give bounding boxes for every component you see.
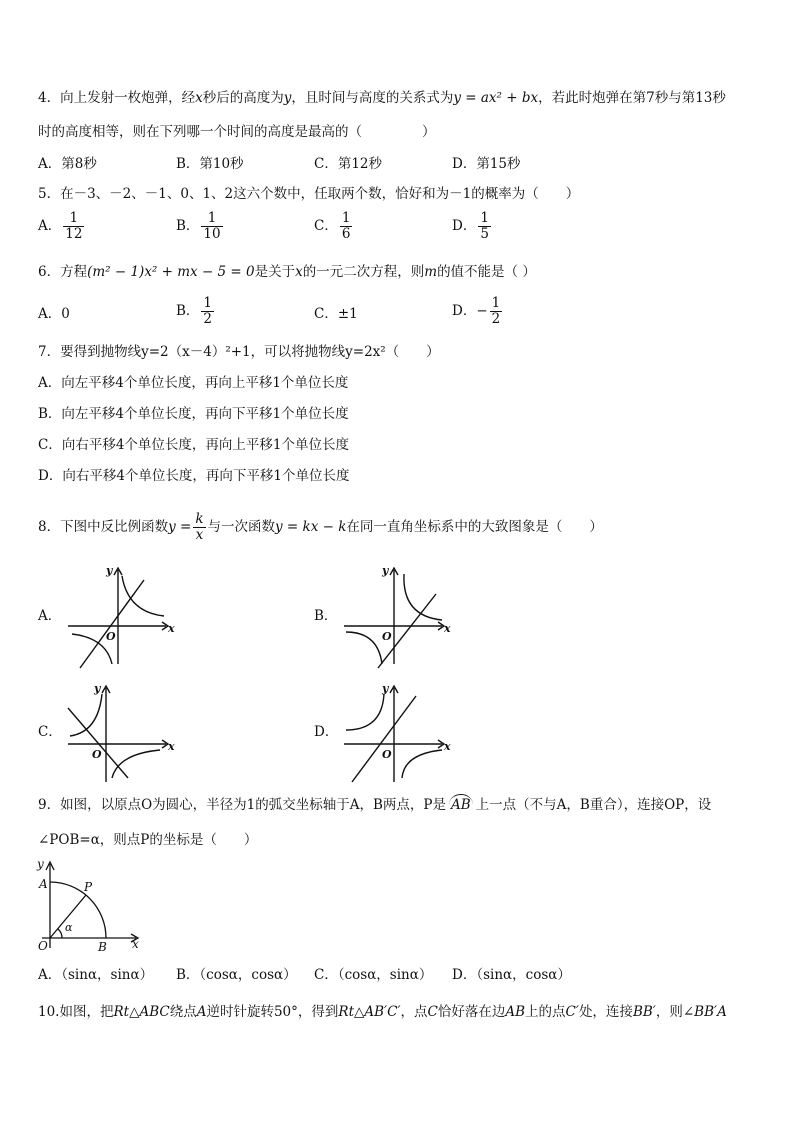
q8-graph-c[interactable] [62, 678, 182, 788]
x-axis-label: x [168, 740, 175, 753]
q9-line1: 9．如图，以原点O为圆心，半径为1的弧交坐标轴于A，B两点，P是 AB 上一点（不与A，B重合），连接OP，设 [38, 794, 711, 815]
fraction: $\frac{1}{12}$ [65, 210, 83, 242]
q9-line2: ∠POB=α，则点P的坐标是（ ） [38, 832, 258, 848]
q4-option-d[interactable]: D．第15秒 [452, 156, 521, 172]
q8-stem: 8．下图中反比例函数y = $\frac{k}{x}$ 与一次函数y = kx − k在同一直角坐标系中的大致图象是（ ） [38, 511, 603, 543]
fraction: $\frac{1}{2}$ [203, 295, 213, 327]
fraction: $\frac{k}{x}$ [195, 511, 204, 543]
hyperbola-branch-q2 [346, 694, 384, 730]
y-axis-label: y [94, 682, 101, 695]
origin-label: O [92, 748, 102, 761]
q8-option-c-label[interactable]: C． [38, 724, 62, 740]
point-a-label: A [39, 877, 48, 891]
q6-stem: 6．方程(m² − 1)x² + mx − 5 = 0是关于x的一元二次方程，则m的值不能是（ ） [38, 264, 536, 280]
q8-graph-b[interactable] [338, 560, 458, 670]
q9-figure [36, 854, 146, 952]
y-axis-label: y [382, 682, 389, 695]
point-p-label: P [84, 880, 93, 894]
q5-option-b[interactable]: B． $\frac{1}{10}$ [176, 210, 221, 242]
q4-line2: 时的高度相等，则在下列哪一个时间的高度是最高的（ ） [38, 124, 436, 140]
hyperbola-branch-q4 [112, 750, 160, 778]
q4-option-a[interactable]: A．第8秒 [38, 156, 97, 172]
fraction: $\frac{1}{10}$ [203, 210, 221, 242]
q8-option-b-label[interactable]: B． [314, 608, 338, 624]
q7-option-b[interactable]: B．向左平移4个单位长度，再向下平移1个单位长度 [38, 406, 349, 422]
q8-option-a-label[interactable]: A． [38, 608, 62, 624]
origin-label: O [38, 939, 48, 952]
angle-alpha-arc [58, 929, 62, 938]
q7-option-a[interactable]: A．向左平移4个单位长度，再向上平移1个单位长度 [38, 375, 349, 391]
alpha-label: α [65, 921, 73, 934]
q9-option-b[interactable]: B．（cosα，cosα） [176, 967, 297, 983]
q4-formula: y = ax² + bx [453, 90, 539, 106]
q5-option-d[interactable]: D． $\frac{1}{5}$ [452, 210, 489, 242]
point-b-label: B [98, 940, 107, 952]
q9-option-a[interactable]: A．（sinα，sinα） [38, 967, 154, 983]
origin-label: O [106, 630, 116, 643]
q5-option-c[interactable]: C． $\frac{1}{6}$ [314, 210, 351, 242]
x-label: x [132, 937, 139, 951]
linear-function-line [68, 708, 128, 778]
x-axis-label: x [444, 740, 451, 753]
y-label: y [37, 857, 44, 871]
q4-line1: 4．向上发射一枚炮弹，经x秒后的高度为y，且时间与高度的关系式为y = ax² + bx，若此时炮弹在第7秒与第13秒 [38, 90, 726, 106]
q8-graph-d[interactable] [338, 678, 458, 788]
q9-option-c[interactable]: C．（cosα，sinα） [314, 967, 433, 983]
origin-label: O [382, 748, 392, 761]
q6-option-c[interactable]: C．±1 [314, 306, 358, 322]
y-axis-label: y [106, 564, 113, 577]
hyperbola-branch-q4 [402, 750, 442, 778]
x-axis-label: x [444, 622, 451, 635]
q8-option-d-label[interactable]: D． [314, 724, 339, 740]
q5-option-a[interactable]: A． $\frac{1}{12}$ [38, 210, 83, 242]
q6-option-a[interactable]: A．0 [38, 306, 70, 322]
q4-option-b[interactable]: B．第10秒 [176, 156, 244, 172]
q8-linear-equation: y = kx − k [275, 519, 347, 535]
q9-option-d[interactable]: D．（sinα，cosα） [452, 967, 571, 983]
q7-option-d[interactable]: D．向右平移4个单位长度，再向下平移1个单位长度 [38, 468, 350, 484]
origin-label: O [382, 630, 392, 643]
hyperbola-branch-q1 [404, 574, 442, 620]
q6-option-b[interactable]: B． $\frac{1}{2}$ [176, 295, 213, 327]
q8-graph-a[interactable] [62, 560, 182, 670]
arc-ab: AB [449, 794, 473, 815]
q7-option-c[interactable]: C．向右平移4个单位长度，再向上平移1个单位长度 [38, 437, 350, 453]
x-axis-label: x [168, 622, 175, 635]
q4-option-c[interactable]: C．第12秒 [314, 156, 383, 172]
fraction: $\frac{1}{2}$ [491, 295, 501, 327]
hyperbola-branch-q3 [346, 632, 382, 664]
q6-option-d[interactable]: D．− $\frac{1}{2}$ [452, 295, 501, 327]
q10-stem: 10.如图，把Rt△ABC绕点A逆时针旋转50°，得到Rt△AB′C′，点C恰好落在边AB上的点C′处，连接BB′，则∠BB′A [38, 1004, 727, 1020]
linear-function-line [352, 696, 416, 782]
linear-function-line [80, 580, 144, 668]
q6-equation: (m² − 1)x² + mx − 5 = 0 [87, 264, 255, 280]
fraction: $\frac{1}{5}$ [480, 210, 489, 242]
y-axis-label: y [382, 564, 389, 577]
fraction: $\frac{1}{6}$ [341, 210, 351, 242]
q7-stem: 7．要得到抛物线y=2（x－4）²+1，可以将抛物线y=2x²（ ） [38, 344, 440, 360]
q5-stem: 5．在－3、－2、－1、0、1、2这六个数中，任取两个数，恰好和为－1的概率为（ ） [38, 186, 580, 202]
